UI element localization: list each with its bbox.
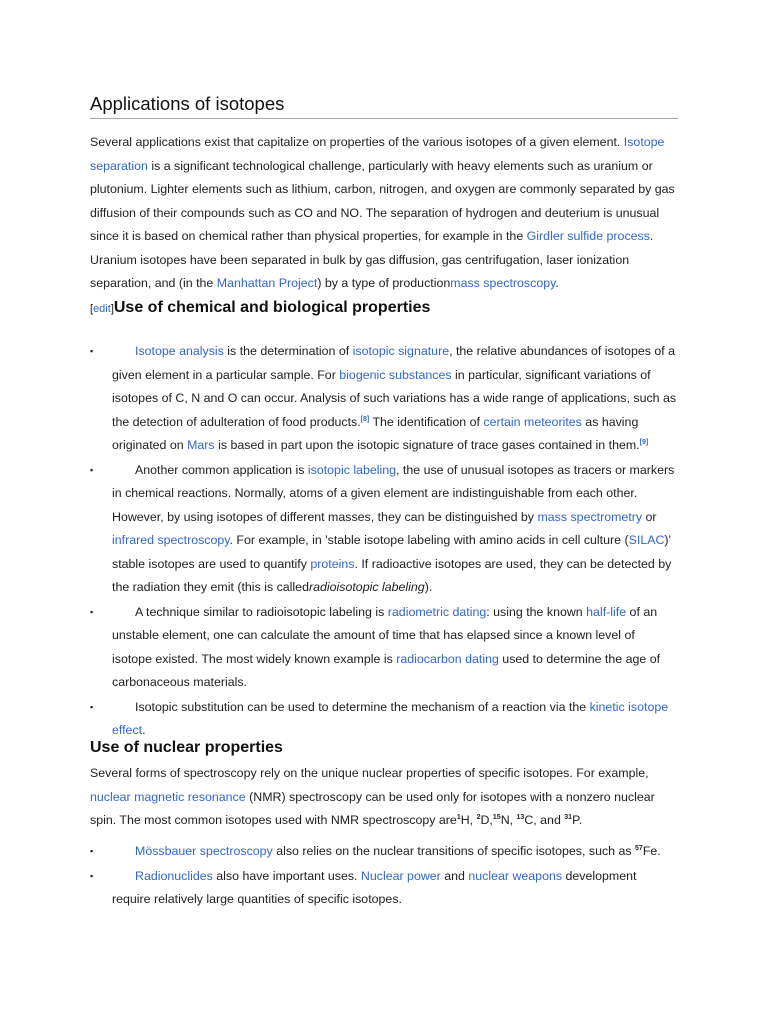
mossbauer-spectroscopy-link[interactable]: Mössbauer spectroscopy [135, 844, 273, 858]
kinetic-isotope-effect-link[interactable]: kinetic isotope effect [112, 699, 669, 737]
nuclear-properties-heading: Use of nuclear properties [90, 739, 283, 756]
item-text: is based in part upon the isotopic signature of trace gases contained in them. [214, 438, 640, 452]
item-text: also relies on the nuclear transitions of specific isotopes, such as [272, 844, 636, 858]
isotope-separation-link[interactable]: Isotope separation [90, 135, 665, 173]
item-text: also have important uses. [212, 868, 361, 883]
item-text: . For example, in 'stable isotope labeling with amino acids in cell culture ( [229, 533, 629, 547]
item-text: or [642, 509, 657, 524]
isotope-superscript: 13 [516, 813, 525, 821]
item-text: and [440, 868, 469, 883]
intro-text: . [555, 276, 559, 290]
edit-bracket: ] [110, 303, 114, 315]
reference-8-link[interactable]: [8] [360, 415, 370, 423]
item-text: The identification of [369, 414, 484, 429]
paragraph-text: (NMR) spectroscopy can be used only for isotopes with a nonzero nuclear spin. The most common isotopes used with NMR spectroscopy are [90, 789, 655, 827]
list-item [90, 696, 678, 743]
radiocarbon-dating-link[interactable]: radiocarbon dating [396, 651, 499, 666]
half-life-link[interactable]: half-life [586, 604, 627, 619]
intro-text: . Uranium isotopes have been separated in bulk by gas diffusion, gas centrifugation, laser ionization separation, and (in the [90, 229, 654, 290]
nuclear-power-link[interactable]: Nuclear power [360, 868, 441, 883]
radionuclides-link[interactable]: Radionuclides [135, 868, 213, 883]
chemical-properties-heading-text: Use of chemical and biological properties [113, 299, 431, 316]
isotope-superscript: 1 [456, 813, 461, 821]
list-item [90, 601, 678, 695]
mars-link[interactable]: Mars [187, 438, 215, 452]
bullet-icon: ▪ [90, 606, 94, 617]
item-text: in particular, significant variations of isotopes of C, N and O can occur. Analysis of such variations has a wide range of applications, such as the detection of adulteration of food products. [112, 367, 677, 429]
item-text: as having originated on [112, 414, 639, 452]
silac-link[interactable]: SILAC [628, 533, 665, 547]
item-text: ). [424, 580, 433, 594]
edit-section-link[interactable]: edit [93, 303, 111, 315]
element-symbol: D, [480, 813, 493, 827]
intro-text: Several applications exist that capitalize on properties of the various isotopes of a given element. [90, 135, 624, 149]
list-item [90, 340, 678, 458]
isotopic-labeling-link[interactable]: isotopic labeling [307, 462, 397, 477]
item-text: : using the known [486, 604, 587, 619]
item-text: , the relative abundances of isotopes of a given element in a particular sample. For [112, 344, 676, 382]
item-text: . If radioactive isotopes are used, they can be detected by the radiation they emit (this is called [112, 556, 672, 594]
girdler-sulfide-process-link[interactable]: Girdler sulfide process [526, 229, 650, 243]
bullet-icon: ▪ [90, 846, 94, 856]
biogenic-substances-link[interactable]: biogenic substances [339, 367, 452, 382]
nuclear-weapons-link[interactable]: nuclear weapons [468, 868, 563, 883]
paragraph-text: Several forms of spectroscopy rely on the unique nuclear properties of specific isotopes. For example, [90, 766, 649, 780]
nuclear-paragraph [90, 762, 678, 833]
chemical-properties-heading [90, 297, 678, 320]
item-text: )' stable isotopes are used to quantify [112, 533, 671, 571]
infrared-spectroscopy-link[interactable]: infrared spectroscopy [112, 533, 230, 547]
item-text: A technique similar to radioisotopic labeling is [135, 604, 388, 619]
item-text: , the use of unusual isotopes as tracers or markers in chemical reactions. Normally, atoms of a given element are indistinguishable from each other. However, by using isotopes of different masses, they can be distinguished by [112, 462, 675, 524]
isotope-superscript: 31 [564, 813, 573, 821]
element-symbol: N, [500, 813, 517, 827]
edit-bracket: [ [90, 303, 94, 315]
element-symbol: H, [460, 813, 477, 827]
intro-text: ) by a type of production [317, 276, 451, 290]
item-text: is the determination of [223, 344, 353, 358]
item-text: Isotopic substitution can be used to determine the mechanism of a reaction via the [135, 699, 590, 714]
bullet-icon: ▪ [90, 701, 94, 712]
radiometric-dating-link[interactable]: radiometric dating [387, 604, 487, 619]
intro-text: is a significant technological challenge, particularly with heavy elements such as uranium or plutonium. Lighter elements such as lithium, carbon, nitrogen, and oxygen are commonly separated by gas diffusion of their compounds such as CO and NO. The separation of hydrogen and deuterium is unusual since it is based on chemical rather than physical properties, for example in the [90, 158, 675, 243]
italic-term: radioisotopic labeling [308, 580, 425, 594]
isotopic-signature-link[interactable]: isotopic signature [352, 344, 450, 358]
item-text: of an unstable element, one can calculate the amount of time that has elapsed since a known level of isotope existed. The most widely known example is [112, 604, 658, 666]
bullet-icon: ▪ [90, 346, 94, 356]
isotope-superscript: 15 [492, 813, 501, 821]
certain-meteorites-link[interactable]: certain meteorites [483, 414, 582, 429]
item-text: Another common application is [135, 462, 308, 477]
item-text: development require relatively large quantities of specific isotopes. [112, 868, 637, 906]
item-text: . [142, 723, 146, 737]
reference-9-link[interactable]: [9] [639, 438, 649, 446]
manhattan-project-link[interactable]: Manhattan Project [216, 276, 318, 290]
bullet-icon: ▪ [90, 464, 94, 475]
list-item [90, 865, 678, 912]
mass-spectrometry-link[interactable]: mass spectrometry [537, 509, 643, 524]
list-item [90, 459, 678, 600]
page-title: Applications of isotopes [90, 92, 678, 119]
chemical-properties-list [90, 340, 678, 744]
isotope-superscript: 2 [476, 813, 481, 821]
nuclear-magnetic-resonance-link[interactable]: nuclear magnetic resonance [90, 789, 246, 804]
isotope-analysis-link[interactable]: Isotope analysis [135, 344, 224, 358]
mass-spectroscopy-link[interactable]: mass spectroscopy [450, 276, 556, 290]
nuclear-properties-list [90, 840, 678, 913]
element-symbol: P. [572, 813, 583, 827]
intro-paragraph [90, 131, 678, 296]
isotope-superscript: 57 [635, 844, 643, 852]
item-text: used to determine the age of carbonaceous materials. [112, 651, 661, 689]
bullet-icon: ▪ [90, 870, 94, 881]
proteins-link[interactable]: proteins [310, 556, 355, 571]
element-symbol: C, and [524, 813, 565, 827]
item-text: Fe. [642, 844, 661, 858]
list-item [90, 840, 678, 864]
